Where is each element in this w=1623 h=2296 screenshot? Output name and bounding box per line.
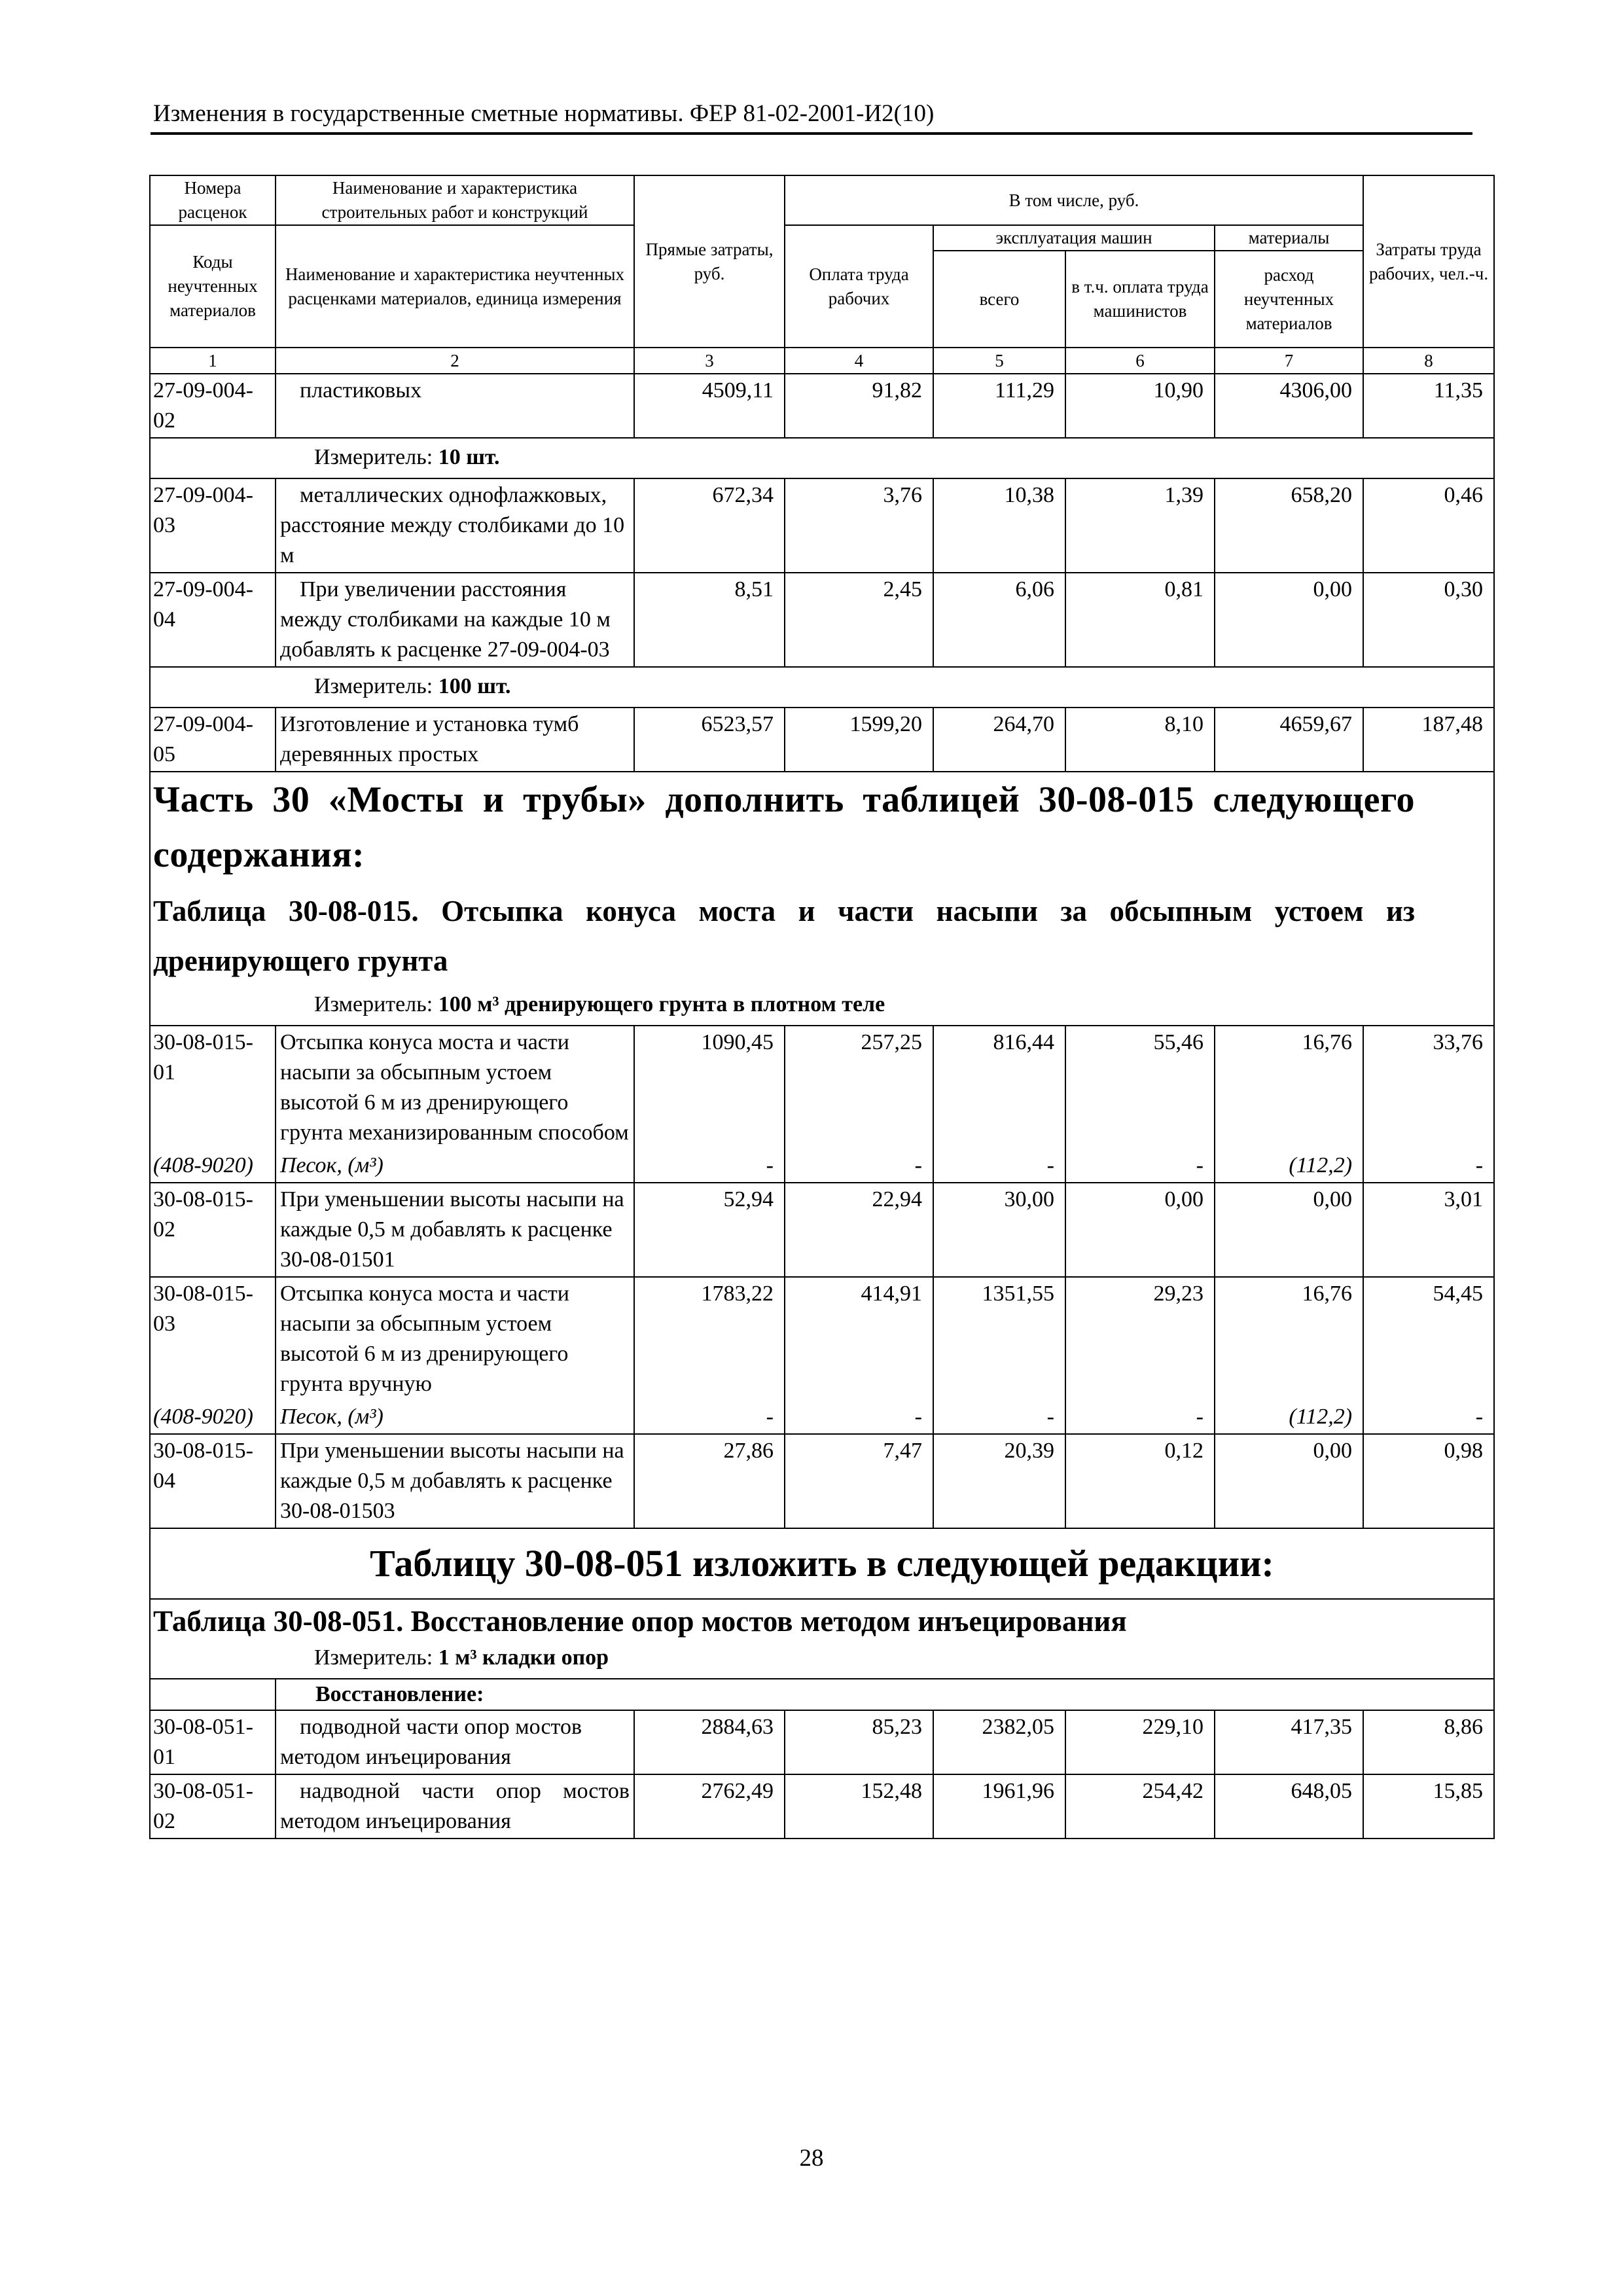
work-description: подводной части опор мостов методом инъецирования <box>276 1710 634 1774</box>
value-cell: 816,44 <box>933 1026 1065 1149</box>
value-cell: 1090,45 <box>634 1026 785 1149</box>
measure-row <box>150 986 1494 1026</box>
value-cell: 658,20 <box>1215 478 1363 573</box>
material-value: - <box>933 1149 1065 1183</box>
norms-table <box>149 175 1495 1839</box>
table-title: Таблица 30-08-015. Отсыпка конуса моста и части насыпи за обсыпным устоем из дренирующего грунта <box>150 886 1494 986</box>
column-number-row <box>150 348 1494 374</box>
table-row <box>150 1183 1494 1277</box>
unit-label: Измеритель: <box>314 674 433 698</box>
machines-header: эксплуатация машин <box>933 225 1215 251</box>
materials-header: материалы <box>1215 225 1363 251</box>
rate-code: 30-08-015-03 <box>150 1277 276 1401</box>
value-cell: 55,46 <box>1065 1026 1215 1149</box>
work-description: надводной части опор мостов методом инъецирования <box>276 1774 634 1839</box>
material-code: (408-9020) <box>150 1149 276 1183</box>
material-value: (112,2) <box>1215 1401 1363 1434</box>
work-description: При увеличении расстояния между столбиками на каждые 10 м добавлять к расценке 27-09-004-03 <box>276 573 634 667</box>
value-cell: 187,48 <box>1363 708 1494 772</box>
work-description: пластиковых <box>276 374 634 438</box>
column-number: 1 <box>150 348 276 374</box>
page-number: 28 <box>799 2145 824 2172</box>
unit-label: Измеритель: <box>314 445 433 469</box>
measure-row-cell <box>150 1639 1494 1679</box>
material-value: - <box>634 1149 785 1183</box>
unit-label: Измеритель: <box>314 992 433 1016</box>
material-value: - <box>785 1401 933 1434</box>
work-description: При уменьшении высоты насыпи на каждые 0,5 м добавлять к расценке 30-08-01501 <box>276 1183 634 1277</box>
material-value: - <box>1065 1149 1215 1183</box>
header-title: Изменения в государственные сметные нормативы. ФЕР 81-02-2001-И2(10) <box>153 100 935 127</box>
value-cell: 264,70 <box>933 708 1065 772</box>
subheader-cell <box>276 1679 1494 1710</box>
group-header: В том числе, руб. <box>785 175 1363 225</box>
rate-code: 27-09-004-04 <box>150 573 276 667</box>
material-name: Песок, (м³) <box>276 1401 634 1434</box>
column-number: 5 <box>933 348 1065 374</box>
table-title-row <box>150 886 1494 986</box>
column-number: 8 <box>1363 348 1494 374</box>
value-cell: 52,94 <box>634 1183 785 1277</box>
table-title: Таблица 30-08-051. Восстановление опор мостов методом инъецирования <box>150 1599 1494 1639</box>
col2-bottom-header: Наименование и характеристика неучтенных расценками материалов, единица измерения <box>276 225 634 348</box>
rate-code: 30-08-051-01 <box>150 1710 276 1774</box>
value-cell: 4659,67 <box>1215 708 1363 772</box>
value-cell: 27,86 <box>634 1434 785 1528</box>
material-value: - <box>1065 1401 1215 1434</box>
material-value: - <box>1363 1401 1494 1434</box>
value-cell: 4306,00 <box>1215 374 1363 438</box>
material-value: - <box>634 1401 785 1434</box>
value-cell: 672,34 <box>634 478 785 573</box>
column-number: 3 <box>634 348 785 374</box>
value-cell: 8,10 <box>1065 708 1215 772</box>
measure-row-cell <box>150 438 1494 478</box>
material-value: - <box>1363 1149 1494 1183</box>
value-cell: 10,38 <box>933 478 1065 573</box>
value-cell: 22,94 <box>785 1183 933 1277</box>
value-cell: 85,23 <box>785 1710 933 1774</box>
column-number: 2 <box>276 348 634 374</box>
value-cell: 0,00 <box>1215 1183 1363 1277</box>
column-number: 4 <box>785 348 933 374</box>
value-cell: 33,76 <box>1363 1026 1494 1149</box>
value-cell: 7,47 <box>785 1434 933 1528</box>
empty-cell <box>150 1679 276 1710</box>
table-row <box>150 573 1494 667</box>
material-name: Песок, (м³) <box>276 1149 634 1183</box>
material-value: (112,2) <box>1215 1149 1363 1183</box>
measure-row <box>150 438 1494 478</box>
table-row <box>150 1277 1494 1401</box>
unit-value: 1 м³ кладки опор <box>438 1645 609 1670</box>
value-cell: 1351,55 <box>933 1277 1065 1401</box>
table-row <box>150 478 1494 573</box>
rate-code: 30-08-015-02 <box>150 1183 276 1277</box>
col1-top-header: Номера расценок <box>150 175 276 225</box>
table-row <box>150 374 1494 438</box>
col2-top-header: Наименование и характеристика строительных работ и конструкций <box>276 175 634 225</box>
value-cell: 10,90 <box>1065 374 1215 438</box>
work-description: Отсыпка конуса моста и части насыпи за обсыпным устоем высотой 6 м из дренирующего грунта механизированным способом <box>276 1026 634 1149</box>
value-cell: 1599,20 <box>785 708 933 772</box>
value-cell: 91,82 <box>785 374 933 438</box>
value-cell: 3,76 <box>785 478 933 573</box>
material-row <box>150 1149 1494 1183</box>
section-title: Таблицу 30-08-051 изложить в следующей редакции: <box>150 1528 1494 1599</box>
value-cell: 648,05 <box>1215 1774 1363 1839</box>
value-cell: 0,12 <box>1065 1434 1215 1528</box>
value-cell: 15,85 <box>1363 1774 1494 1839</box>
value-cell: 6523,57 <box>634 708 785 772</box>
col4-header: Оплата труда рабочих <box>785 225 933 348</box>
value-cell: 417,35 <box>1215 1710 1363 1774</box>
rate-code: 30-08-015-01 <box>150 1026 276 1149</box>
value-cell: 0,00 <box>1215 573 1363 667</box>
table-body <box>150 175 1494 1839</box>
measure-row-cell <box>150 667 1494 708</box>
table-row <box>150 708 1494 772</box>
section-title-row <box>150 1528 1494 1599</box>
col6-header: в т.ч. оплата труда машинистов <box>1065 251 1215 348</box>
work-description: Изготовление и установка тумб деревянных простых <box>276 708 634 772</box>
value-cell: 8,86 <box>1363 1710 1494 1774</box>
unit-value: 10 шт. <box>438 445 500 469</box>
value-cell: 1783,22 <box>634 1277 785 1401</box>
subheader-text: Восстановление: <box>315 1682 484 1706</box>
value-cell: 20,39 <box>933 1434 1065 1528</box>
value-cell: 11,35 <box>1363 374 1494 438</box>
unit-value: 100 шт. <box>438 674 511 698</box>
value-cell: 6,06 <box>933 573 1065 667</box>
subheader-row <box>150 1679 1494 1710</box>
unit-label: Измеритель: <box>314 1645 433 1670</box>
value-cell: 2,45 <box>785 573 933 667</box>
col8-header: Затраты труда рабочих, чел.-ч. <box>1363 175 1494 348</box>
table-row <box>150 1434 1494 1528</box>
col5-header: всего <box>933 251 1065 348</box>
section-title: Часть 30 «Мосты и трубы» дополнить таблицей 30-08-015 следующего содержания: <box>150 772 1494 886</box>
header-row-1 <box>150 175 1494 225</box>
column-number: 7 <box>1215 348 1363 374</box>
value-cell: 1961,96 <box>933 1774 1065 1839</box>
page-header <box>151 98 1472 135</box>
rate-code: 30-08-051-02 <box>150 1774 276 1839</box>
material-code: (408-9020) <box>150 1401 276 1434</box>
value-cell: 0,00 <box>1215 1434 1363 1528</box>
rate-code: 27-09-004-05 <box>150 708 276 772</box>
table-row <box>150 1026 1494 1149</box>
value-cell: 16,76 <box>1215 1277 1363 1401</box>
unit-value: 100 м³ дренирующего грунта в плотном теле <box>438 992 885 1016</box>
value-cell: 0,98 <box>1363 1434 1494 1528</box>
material-row <box>150 1401 1494 1434</box>
value-cell: 414,91 <box>785 1277 933 1401</box>
col1-bottom-header: Коды неучтенных материалов <box>150 225 276 348</box>
value-cell: 229,10 <box>1065 1710 1215 1774</box>
col3-header: Прямые затраты, руб. <box>634 175 785 348</box>
value-cell: 16,76 <box>1215 1026 1363 1149</box>
work-description: При уменьшении высоты насыпи на каждые 0,5 м добавлять к расценке 30-08-01503 <box>276 1434 634 1528</box>
rate-code: 27-09-004-02 <box>150 374 276 438</box>
value-cell: 0,30 <box>1363 573 1494 667</box>
work-description: металлических однофлажковых, расстояние между столбиками до 10 м <box>276 478 634 573</box>
rate-code: 27-09-004-03 <box>150 478 276 573</box>
header-row-2 <box>150 225 1494 251</box>
value-cell: 2382,05 <box>933 1710 1065 1774</box>
table-title-row <box>150 1599 1494 1639</box>
value-cell: 54,45 <box>1363 1277 1494 1401</box>
value-cell: 254,42 <box>1065 1774 1215 1839</box>
work-description: Отсыпка конуса моста и части насыпи за обсыпным устоем высотой 6 м из дренирующего грунта вручную <box>276 1277 634 1401</box>
value-cell: 257,25 <box>785 1026 933 1149</box>
column-number: 6 <box>1065 348 1215 374</box>
value-cell: 8,51 <box>634 573 785 667</box>
rate-code: 30-08-015-04 <box>150 1434 276 1528</box>
value-cell: 1,39 <box>1065 478 1215 573</box>
material-value: - <box>933 1401 1065 1434</box>
value-cell: 29,23 <box>1065 1277 1215 1401</box>
value-cell: 152,48 <box>785 1774 933 1839</box>
value-cell: 30,00 <box>933 1183 1065 1277</box>
value-cell: 0,81 <box>1065 573 1215 667</box>
value-cell: 4509,11 <box>634 374 785 438</box>
measure-row <box>150 1639 1494 1679</box>
table-row <box>150 1710 1494 1774</box>
col7-header: расход неучтенных материалов <box>1215 251 1363 348</box>
value-cell: 111,29 <box>933 374 1065 438</box>
value-cell: 0,00 <box>1065 1183 1215 1277</box>
measure-row-cell <box>150 986 1494 1026</box>
section-title-row <box>150 772 1494 886</box>
value-cell: 0,46 <box>1363 478 1494 573</box>
value-cell: 3,01 <box>1363 1183 1494 1277</box>
table-row <box>150 1774 1494 1839</box>
measure-row <box>150 667 1494 708</box>
value-cell: 2762,49 <box>634 1774 785 1839</box>
material-value: - <box>785 1149 933 1183</box>
value-cell: 2884,63 <box>634 1710 785 1774</box>
